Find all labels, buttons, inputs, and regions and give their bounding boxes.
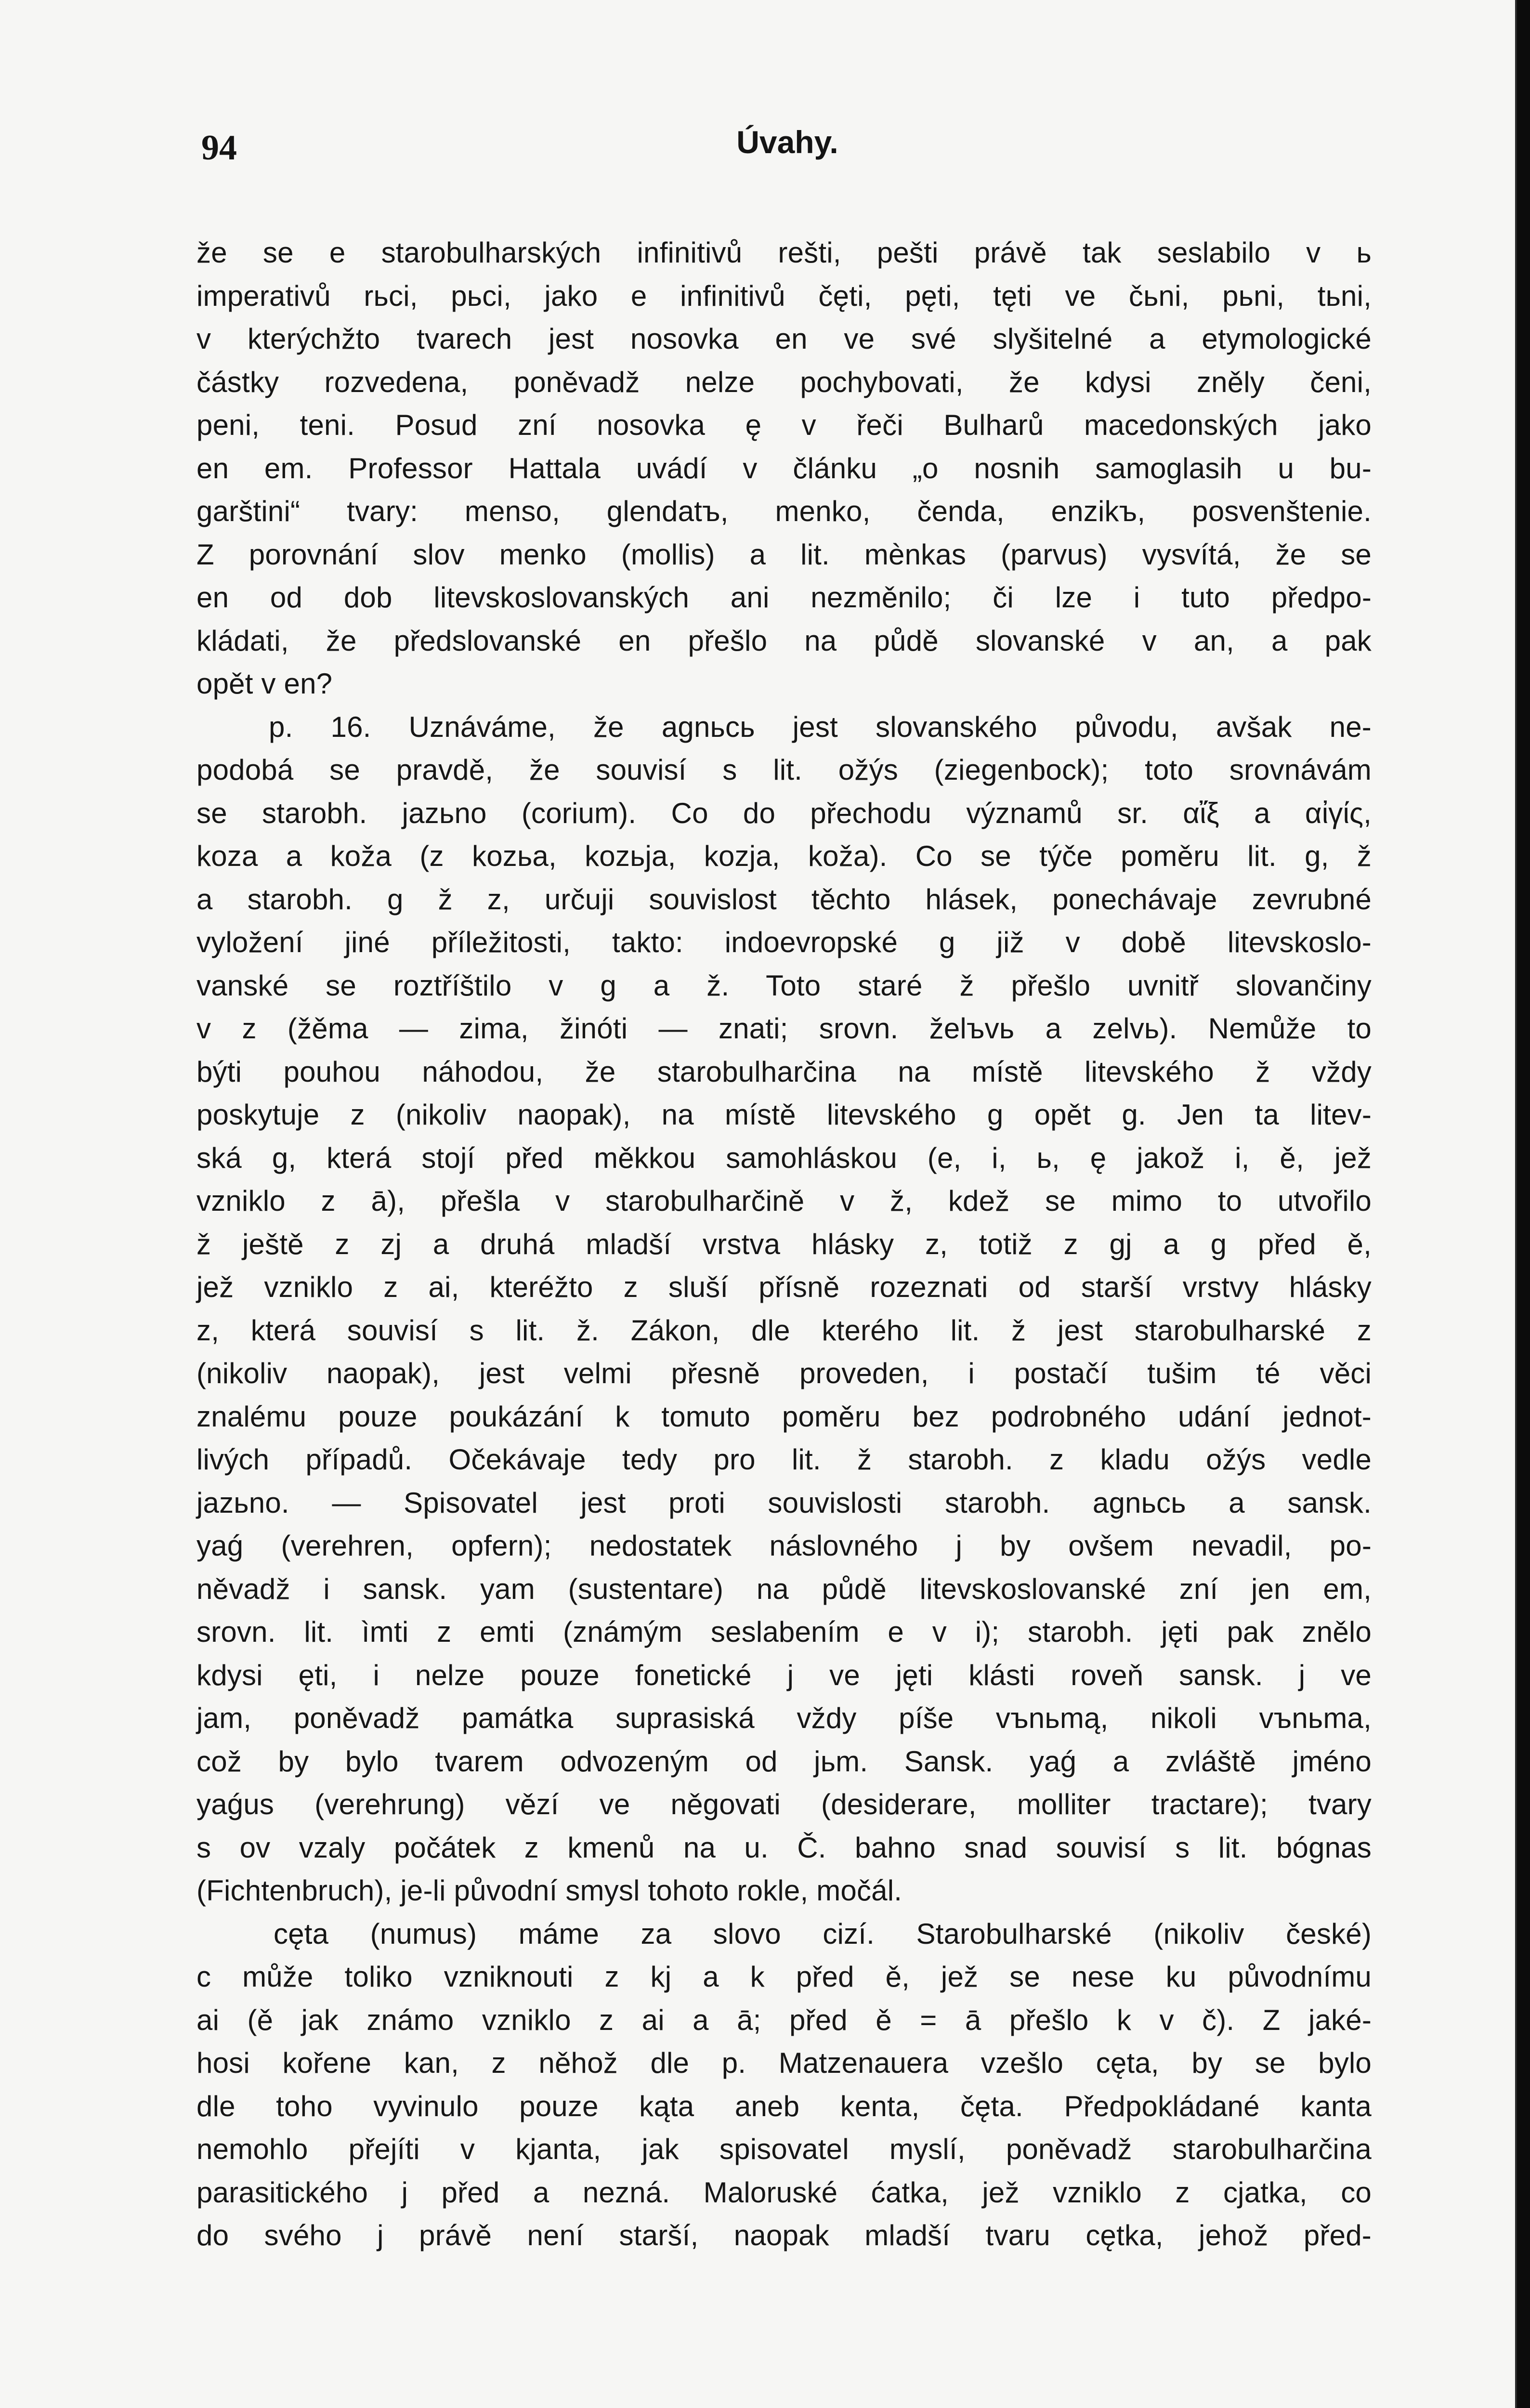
text-line: parasitického j před a nezná. Maloruské ćatka, jež vzniklo z cjatka, co [196,2176,1372,2209]
text-line: ai (ě jak známo vzniklo z ai a ā; před ě = ā přešlo k v č). Z jaké- [196,2003,1372,2036]
text-line: vyložení jiné příležitosti, takto: indoevropské g již v době litevskoslo- [196,926,1372,958]
text-line: ská g, která stojí před měkkou samohláskou (e, i, ь, ę jakož i, ě, jež [196,1141,1372,1174]
text-line: c může toliko vzniknouti z kj a k před ě, jež se nese ku původnímu [196,1961,1372,1993]
text-line: jazьno. — Spisovatel jest proti souvislosti starobh. agnьcь a sansk. [196,1486,1372,1519]
text-line: podobá se pravdě, že souvisí s lit. ožýs (ziegenbock); toto srovnávám [196,754,1372,786]
text-line: poskytuje z (nikoliv naopak), na místě litevského g opět g. Jen ta litev- [196,1099,1372,1131]
text-line: vzniklo z ā), přešla v starobulharčině v ž, kdež se mimo to utvořilo [196,1185,1372,1217]
text-line: opět v en? [196,667,333,700]
running-head: Úvahy. [736,124,838,160]
text-line: býti pouhou náhodou, že starobulharčina na místě litevského ž vždy [196,1055,1372,1088]
text-line: (Fichtenbruch), je-li původní smysl tohoto rokle, močál. [196,1874,902,1907]
text-line: z, která souvisí s lit. ž. Zákon, dle kterého lit. ž jest starobulharské z [196,1314,1372,1347]
text-line: srovn. lit. ìmti z emti (známým seslabením e v i); starobh. jęti pak znělo [196,1616,1372,1648]
text-line: do svého j právě není starší, naopak mladší tvaru cętka, jehož před- [196,2219,1372,2251]
text-line: yaǵ (verehren, opfern); nedostatek náslovného j by ovšem nevadil, po- [196,1530,1372,1562]
text-line: jež vzniklo z ai, kteréžto z sluší přísně rozeznati od starší vrstvy hlásky [196,1271,1372,1303]
text-line: peni, teni. Posud zní nosovka ę v řeči Bulharů macedonských jako [196,409,1372,441]
text-line: kládati, že předslovanské en přešlo na půdě slovanské v an, a pak [196,624,1372,657]
text-line: částky rozvedena, poněvadž nelze pochybovati, že kdysi zněly čeni, [196,366,1372,398]
text-line: vanské se roztříštilo v g a ž. Toto staré ž přešlo uvnitř slovančiny [196,969,1372,1002]
paragraph-start-line: cęta (numus) máme za slovo cizí. Starobulharské (nikoliv české) [274,1917,1372,1950]
text-line: jam, poněvadž památka suprasiská vždy píše vъnьmą, nikoli vъnьma, [196,1702,1372,1734]
text-line: ž ještě z zj a druhá mladší vrstva hlásky z, totiž z gj a g před ě, [196,1228,1372,1260]
text-line: nemohlo přejíti v kjanta, jak spisovatel myslí, poněvadž starobulharčina [196,2133,1372,2165]
text-line: en od dob litevskoslovanských ani nezměnilo; či lze i tuto předpo- [196,581,1372,614]
text-line: dle toho vyvinulo pouze kąta aneb kenta, čęta. Předpokládané kanta [196,2090,1372,2122]
text-line: v kterýchžto tvarech jest nosovka en ve své slyšitelné a etymologické [196,323,1372,355]
text-line: s ov vzaly počátek z kmenů na u. Č. bahno snad souvisí s lit. bógnas [196,1831,1372,1864]
text-line: znalému pouze poukázání k tomuto poměru bez podrobného udání jednot- [196,1400,1372,1433]
text-line: yaǵus (verehrung) vězí ve něgovati (desiderare, molliter tractare); tvary [196,1788,1372,1820]
text-line: že se e starobulharských infinitivů rešti, pešti právě tak seslabilo v ь [196,236,1372,269]
text-line: a starobh. g ž z, určuji souvislost těchto hlásek, ponechávaje zevrubné [196,883,1372,916]
text-line: se starobh. jazьno (corium). Co do přechodu významů sr. αἴξ a αἰγίς, [196,797,1372,829]
text-line: hosi kořene kan, z něhož dle p. Matzenauera vzešlo cęta, by se bylo [196,2047,1372,2079]
text-line: něvadž i sansk. yam (sustentare) na půdě litevskoslovanské zní jen em, [196,1572,1372,1605]
text-line: garštini“ tvary: menso, glendatъ, menko, čenda, enzikъ, posvenštenie. [196,495,1372,527]
body-text [196,231,1372,2257]
text-line: imperativů rьci, pьci, jako e infinitivů čęti, pęti, tęti ve čьni, pьni, tьni, [196,279,1372,312]
text-line: en em. Professor Hattala uvádí v článku „o nosnih samoglasih u bu- [196,452,1372,484]
text-line: livých případů. Očekávaje tedy pro lit. ž starobh. z kladu ožýs vedle [196,1443,1372,1476]
text-line: což by bylo tvarem odvozeným od jьm. Sansk. yaǵ a zvláště jméno [196,1745,1372,1778]
page-number: 94 [201,128,237,168]
text-line: koza a koža (z kozьa, kozьja, kozja, koža). Co se týče poměru lit. g, ž [196,840,1372,872]
text-line: (nikoliv naopak), jest velmi přesně proveden, i postačí tušim té věci [196,1357,1372,1389]
paragraph-start-line: p. 16. Uznáváme, že agnьcь jest slovanského původu, avšak ne- [269,710,1372,743]
text-line: Z porovnání slov menko (mollis) a lit. mènkas (parvus) vysvítá, že se [196,538,1372,571]
text-line: kdysi ęti, i nelze pouze fonetické j ve jęti klásti roveň sansk. j ve [196,1659,1372,1691]
text-line: v z (žěma — zima, žinóti — znati; srovn. želъvь a zelvь). Nemůže to [196,1012,1372,1045]
